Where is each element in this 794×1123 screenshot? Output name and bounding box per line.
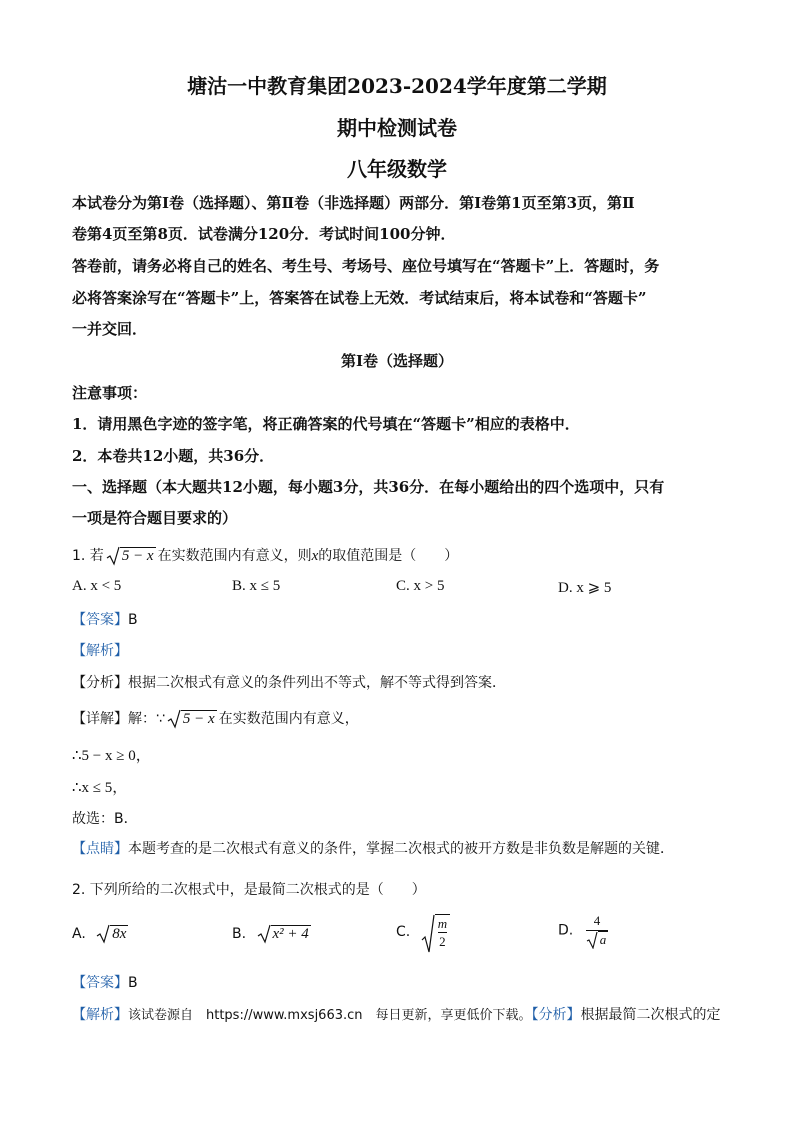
q1-option-c[interactable]: C. x > 5 — [396, 578, 445, 594]
q2-option-b-sqrt — [257, 926, 311, 943]
q1-detail — [72, 708, 359, 728]
exam-title-line2: 期中检测试卷 — [337, 116, 457, 140]
q1-answer-value: B — [128, 612, 138, 628]
q2-option-b[interactable] — [232, 926, 311, 943]
exam-subject: 八年级数学 — [347, 157, 447, 181]
q2-option-d-denominator: a — [599, 932, 607, 947]
q1-comment — [72, 838, 674, 858]
radical-sign-icon — [586, 931, 598, 949]
q2-analysis — [72, 1004, 721, 1024]
detail-label: 【详解】 — [72, 711, 128, 727]
q1-radicand: 5 − x — [121, 548, 154, 564]
intro-line-4: 必将答案涂写在“答题卡”上，答案答在试卷上无效．考试结束后，将本试卷和“答题卡” — [72, 289, 647, 307]
q1-option-a[interactable]: A. x < 5 — [72, 578, 122, 594]
q1-option-b[interactable]: B. x ≤ 5 — [232, 578, 281, 594]
q1-fenxi — [72, 672, 506, 692]
radical-sign-icon — [96, 924, 110, 944]
notice-item-2: 2．本卷共12小题，共36分． — [72, 447, 275, 465]
q1-detail-post: 在实数范围内有意义， — [218, 711, 359, 727]
q2-option-c-numerator: m — [437, 916, 448, 931]
q2-answer-value: B — [128, 975, 138, 991]
q1-fenxi-text: 根据二次根式有意义的条件列出不等式，解不等式得到答案． — [128, 675, 506, 691]
q1-sqrt — [106, 548, 156, 565]
part-heading-line-2: 一项是符合题目要求的） — [72, 509, 238, 527]
q2-option-c[interactable] — [396, 914, 450, 950]
exam-title-line1: 塘沽一中教育集团2023-2024学年度第二学期 — [187, 74, 607, 98]
q2-option-a-radicand: 8x — [112, 926, 127, 942]
q2-option-a-label: A. — [72, 926, 86, 942]
q1-comment-text: 本题考查的是二次根式有意义的条件，掌握二次根式的被开方数是非负数是解题的关键． — [128, 841, 674, 857]
intro-line-3: 答卷前，请务必将自己的姓名、考生号、考场号、座位号填写在“答题卡”上．答题时，务 — [72, 257, 660, 275]
q1-stem-mid: 在实数范围内有意义，则 — [157, 548, 312, 564]
intro-line-2: 卷第4页至第8页．试卷满分120分．考试时间100分钟． — [72, 225, 456, 243]
section-title: 第Ⅰ卷（选择题） — [340, 352, 454, 370]
q1-analysis — [72, 640, 128, 660]
q1-detail-sqrt — [167, 711, 217, 728]
q2-option-d[interactable] — [558, 912, 608, 949]
fenxi-label: 【分析】 — [72, 675, 128, 691]
radical-sign-icon — [167, 709, 181, 729]
q2-option-d-denominator-sqrt — [586, 931, 609, 949]
radical-sign-icon — [106, 546, 120, 566]
q2-option-c-label: C. — [396, 924, 411, 940]
q1-stem-end: 的取值范围是（ ） — [318, 548, 459, 564]
radical-sign-icon — [421, 914, 435, 954]
q1-step-2: ∴x ≤ 5， — [72, 780, 128, 796]
q1-number: 1. 若 — [72, 548, 104, 564]
analysis-label: 【解析】 — [72, 643, 128, 659]
analysis-label: 【解析】 — [72, 1007, 128, 1023]
q1-step-1: ∴5 − x ≥ 0， — [72, 748, 151, 764]
intro-line-5: 一并交回． — [72, 320, 148, 338]
q1-variable: x — [311, 548, 319, 564]
part-heading-line-1: 一、选择题（本大题共12小题，每小题3分，共36分．在每小题给出的四个选项中，只有 — [72, 478, 665, 496]
q1-choose: 故选：B． — [72, 811, 138, 827]
q1-option-d[interactable]: D. x ⩾ 5 — [558, 580, 612, 596]
q2-option-a-sqrt — [96, 926, 128, 943]
q1-detail-radicand: 5 − x — [182, 711, 215, 727]
q1-stem — [72, 545, 458, 565]
q2-option-b-radicand: x² + 4 — [272, 926, 309, 942]
q1-answer — [72, 609, 138, 629]
q1-detail-pre: 解：∵ — [128, 711, 165, 727]
q2-option-c-fraction — [435, 914, 450, 950]
q2-option-b-label: B. — [232, 926, 247, 942]
fenxi-label: 【分析】 — [531, 1007, 581, 1023]
q2-option-d-numerator: 4 — [586, 912, 609, 931]
q2-option-a[interactable] — [72, 926, 128, 943]
intro-line-1: 本试卷分为第Ⅰ卷（选择题）、第Ⅱ卷（非选择题）两部分．第Ⅰ卷第1页至第3页，第Ⅱ — [72, 194, 635, 212]
q2-fenxi-text: 根据最简二次根式的定 — [580, 1007, 721, 1023]
q2-option-d-fraction — [586, 912, 609, 949]
q2-option-c-denominator: 2 — [439, 934, 446, 949]
answer-label: 【答案】 — [72, 975, 128, 991]
radical-sign-icon — [257, 924, 271, 944]
q2-analysis-text: 该试卷源自 https://www.mxsj663.cn 每日更新，享更低价下载。 — [128, 1008, 532, 1023]
answer-label: 【答案】 — [72, 612, 128, 628]
notice-title: 注意事项： — [72, 384, 148, 402]
q2-answer — [72, 972, 138, 992]
comment-label: 【点睛】 — [72, 841, 128, 857]
notice-item-1: 1．请用黑色字迹的签字笔，将正确答案的代号填在“答题卡”相应的表格中． — [72, 415, 580, 433]
q2-stem: 2. 下列所给的二次根式中，是最简二次根式的是（ ） — [72, 882, 426, 898]
q2-option-d-label: D. — [558, 922, 574, 939]
q2-option-c-sqrt — [421, 914, 450, 950]
